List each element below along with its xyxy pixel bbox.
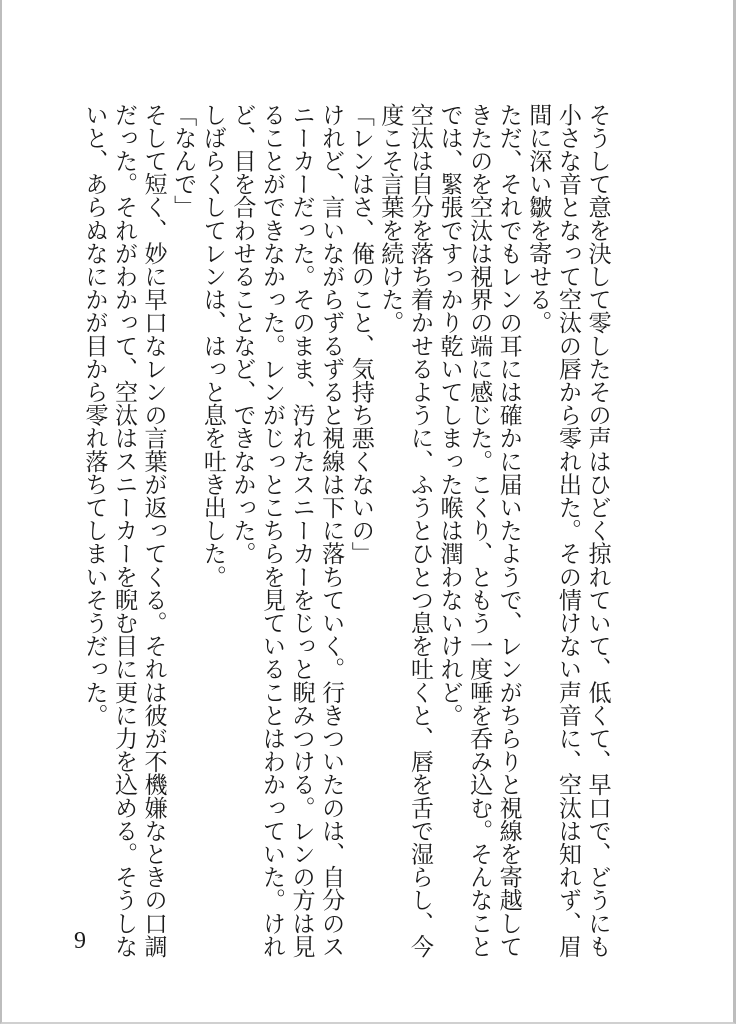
dialogue-line: 「レンはさ、俺のこと、気持ち悪くないの」 (347, 103, 374, 565)
dialogue-line: 「なんで」 (169, 103, 196, 219)
paragraph: 空汰は自分を落ち着かせるように、ふうとひとつ息を吐くと、唇を舌で湿らし、今度こそ言葉を続けた。 (376, 103, 433, 958)
paragraph: そうして意を決して零したその声はひどく掠れていて、低くて、早口で、どうにも小さな音となって空汰の唇から零れ出た。その情けない声音に、空汰は知れず、眉間に深い皺を寄せる。 (524, 103, 610, 958)
paragraph: そして短く、妙に早口なレンの言葉が返ってくる。それは彼が不機嫌なときの口調だった。それがわかって、空汰はスニーカーを睨む目に更に力を込める。そうしないと、あらぬなにかが目から零れ落ちてしまいそうだった。 (80, 103, 167, 958)
vertical-text-body (78, 103, 611, 963)
page-number: 9 (74, 928, 86, 954)
paragraph: しばらくしてレンは、はっと息を吐き出した。 (199, 103, 226, 589)
paragraph: ただ、それでもレンの耳には確かに届いたようで、レンがちらりと視線を寄越してきたのを空汰は視界の端に感じた。こくり、ともう一度唾を呑み込む。そんなことでは、緊張ですっかり乾いてしまった喉は潤わないけれど。 (436, 103, 522, 958)
paragraph: けれど、言いながらずるずると視線は下に落ちていく。行きついたのは、自分のスニーカーだった。そのまま、汚れたスニーカーをじっと睨みつける。レンの方は見ることができなかった。レンがじっとこちらを見ていることはわかっていた。けれど、目を合わせることなど、できなかった。 (228, 103, 344, 958)
